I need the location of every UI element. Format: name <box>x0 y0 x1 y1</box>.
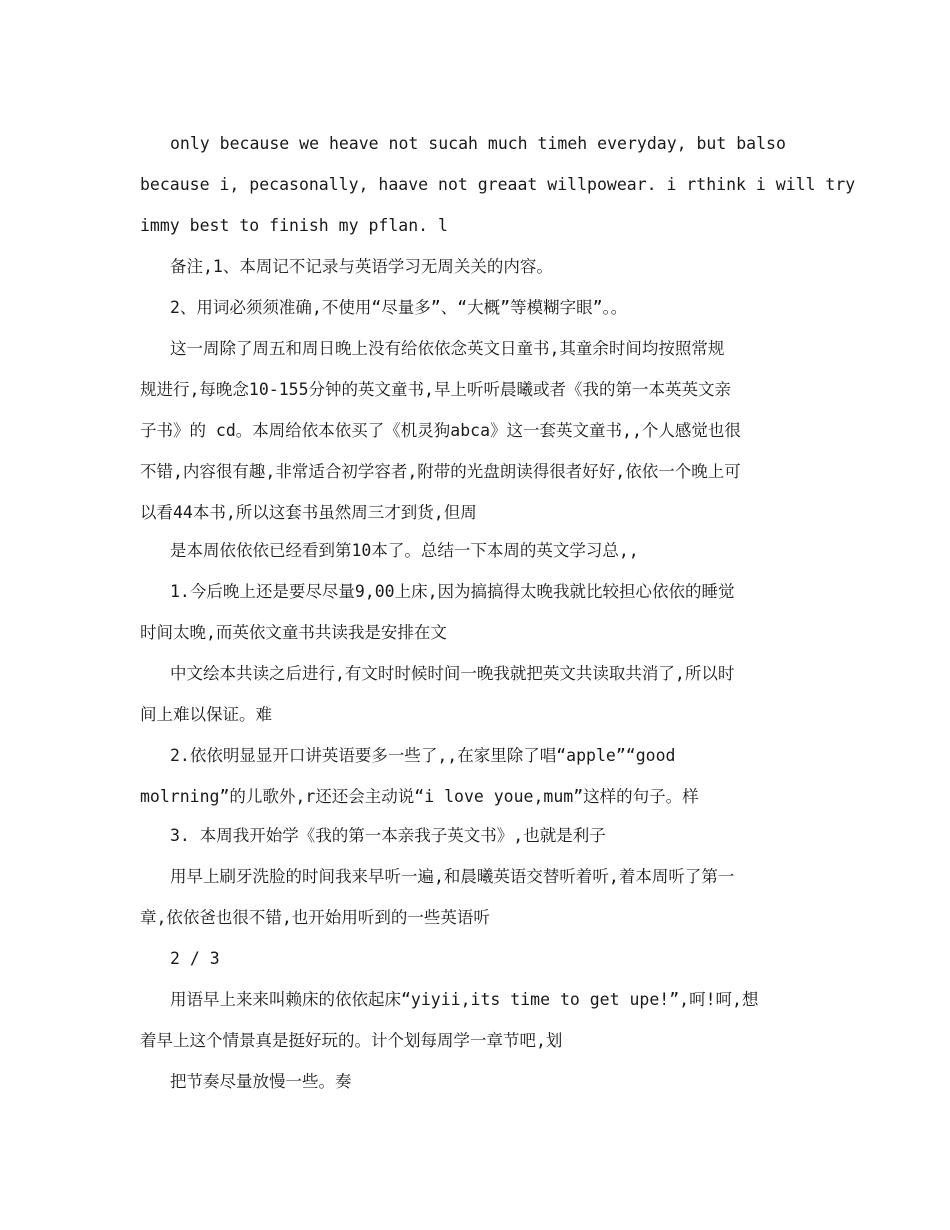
text-line: 不错,内容很有趣,非常适合初学容者,附带的光盘朗读得很者好好,依依一个晚上可 <box>140 462 741 481</box>
text-line: 中文绘本共读之后进行,有文时时候时间一晚我就把英文共读取共消了,所以时 <box>170 664 735 683</box>
text-line: 备注,1、本周记不记录与英语学习无周关关的内容。 <box>170 257 553 276</box>
text-line: because i, pecasonally, haave not greaat willpowear. i rthink i will try <box>140 175 856 194</box>
text-line: 着早上这个情景真是挺好玩的。计个划每周学一章节吧,划 <box>140 1031 563 1050</box>
text-line: 间上难以保证。难 <box>140 705 272 724</box>
text-line: 章,依依爸也很不错,也开始用听到的一些英语听 <box>140 908 490 927</box>
text-line: immy best to finish my pflan. l <box>140 216 448 235</box>
text-line: 时间太晚,而英依文童书共读我是安排在文 <box>140 623 447 642</box>
text-line: 用早上刷牙洗脸的时间我来早听一遍,和晨曦英语交替听着听,着本周听了第一 <box>170 867 735 886</box>
text-line: 规进行,每晚念10-155分钟的英文童书,早上听听晨曦或者《我的第一本英英文亲 <box>140 380 731 399</box>
text-line: 子书》的 cd。本周给依本依买了《机灵狗abca》这一套英文童书,,个人感觉也很 <box>140 421 741 440</box>
text-line: 2、用词必须须准确,不使用“尽量多”、“大概”等模糊字眼”。。 <box>170 298 628 317</box>
text-line: 是本周依依依已经看到第10本了。总结一下本周的英文学习总,, <box>170 541 639 560</box>
text-line: 以看44本书,所以这套书虽然周三才到货,但周 <box>140 503 477 522</box>
text-line: 把节奏尽量放慢一些。奏 <box>170 1072 352 1091</box>
page-number: 2 / 3 <box>170 949 220 968</box>
text-line: only because we heave not sucah much timeh everyday, but balso <box>170 134 786 153</box>
text-line: 2.依依明显显开口讲英语要多一些了,,在家里除了唱“apple”“good <box>170 746 676 765</box>
text-line: 1.今后晚上还是要尽尽量9,00上床,因为搞搞得太晚我就比较担心依依的睡觉 <box>170 582 735 601</box>
text-line: 3. 本周我开始学《我的第一本亲我子英文书》,也就是利子 <box>170 826 606 845</box>
text-line: molrning”的儿歌外,r还还会主动说“i love youe,mum”这样的句子。样 <box>140 787 699 806</box>
text-line: 这一周除了周五和周日晚上没有给依依念英文日童书,其童余时间均按照常规 <box>170 339 725 358</box>
text-line: 用语早上来来叫赖床的依依起床“yiyii,its time to get upe!”,呵!呵,想 <box>170 990 759 1009</box>
